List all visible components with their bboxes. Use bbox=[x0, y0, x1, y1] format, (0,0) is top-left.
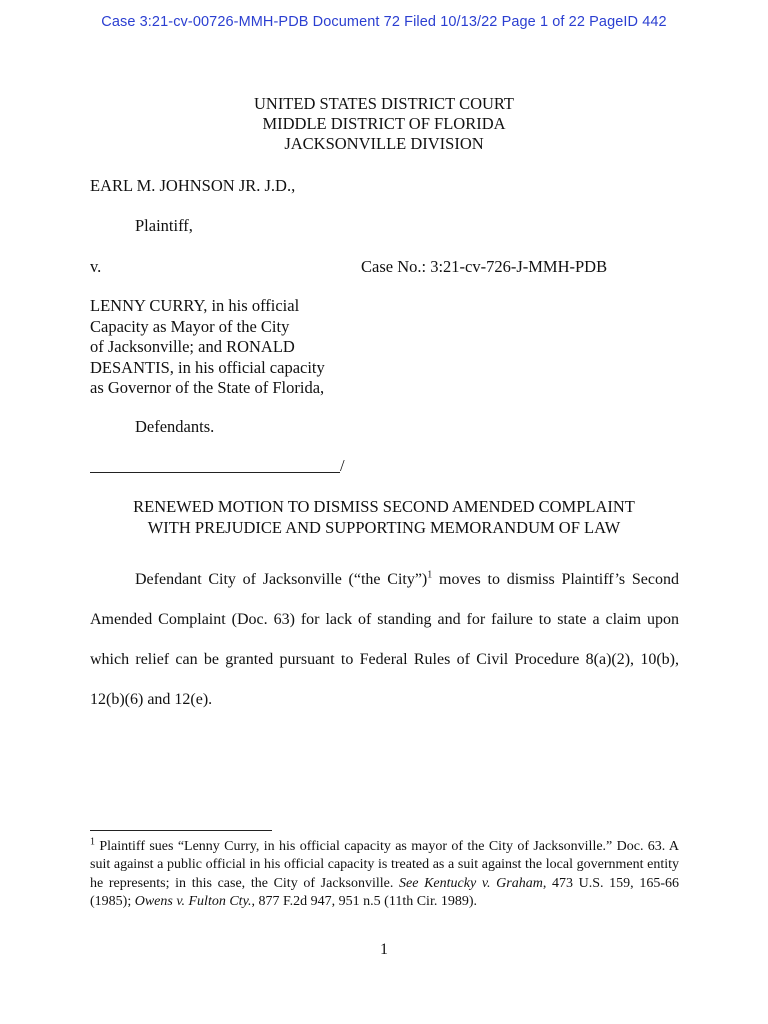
motion-title-line: RENEWED MOTION TO DISMISS SECOND AMENDED COMPLAINT bbox=[133, 497, 635, 516]
filing-header-stamp: Case 3:21-cv-00726-MMH-PDB Document 72 Filed 10/13/22 Page 1 of 22 PageID 442 bbox=[101, 14, 667, 30]
defendants-line: Capacity as Mayor of the City bbox=[90, 316, 290, 336]
court-name: UNITED STATES DISTRICT COURT bbox=[253, 94, 514, 113]
plaintiff-name: EARL M. JOHNSON JR. J.D., bbox=[90, 176, 296, 195]
versus-label: v. bbox=[90, 257, 102, 276]
footnote-text: Plaintiff sues “Lenny Curry, in his official capacity as mayor of the City of Jacksonville.” Doc. 63. A suit against a public official in his official capacity is treated as a suit against the local government entity he represents; in this case, the City of Jacksonville. bbox=[90, 839, 679, 891]
defendants-line: of Jacksonville; and RONALD bbox=[90, 337, 295, 356]
footnote-reference[interactable]: 1 bbox=[427, 569, 433, 581]
motion-title bbox=[0, 497, 768, 538]
footnote-citation: Owens v. Fulton Cty. bbox=[134, 893, 252, 909]
caption-rule bbox=[90, 472, 340, 473]
court-district: MIDDLE DISTRICT OF FLORIDA bbox=[262, 114, 506, 133]
body-text-part: moves to dismiss Plaintiff’s Second Amended Complaint (Doc. 63) for lack of standing and for failure to state a claim upon which relief can be granted pursuant to Federal Rules of Civil Procedure 8(a)(2), 10(b), 12(b)(6) and 12(e). bbox=[90, 571, 679, 708]
defendants-line: DESANTIS, in his official capacity bbox=[90, 357, 325, 377]
footnote-text: , 877 F.2d 947, 951 n.5 (11th Cir. 1989). bbox=[251, 893, 477, 909]
defendants-role: Defendants. bbox=[135, 417, 215, 436]
court-heading bbox=[0, 94, 768, 154]
defendants-caption bbox=[90, 296, 325, 399]
caption-slash: / bbox=[340, 456, 345, 475]
footnote-citation: See Kentucky v. Graham bbox=[399, 875, 543, 891]
defendants-line: LENNY CURRY, in his official bbox=[90, 296, 300, 315]
court-division: JACKSONVILLE DIVISION bbox=[284, 134, 484, 153]
body-text-part: Defendant City of Jacksonville (“the City”) bbox=[135, 571, 428, 588]
motion-body-paragraph bbox=[90, 560, 679, 720]
plaintiff-role: Plaintiff, bbox=[135, 216, 193, 235]
footnote-1 bbox=[90, 838, 679, 911]
footnote-marker: 1 bbox=[90, 836, 95, 848]
footnote-separator bbox=[90, 830, 272, 831]
case-number: Case No.: 3:21-cv-726-J-MMH-PDB bbox=[361, 257, 608, 276]
motion-title-line: WITH PREJUDICE AND SUPPORTING MEMORANDUM OF LAW bbox=[147, 517, 621, 537]
footnote-text: , 473 U.S. 159, 165-66 (1985); bbox=[90, 875, 679, 909]
page-number: 1 bbox=[380, 941, 388, 958]
defendants-line: as Governor of the State of Florida, bbox=[90, 378, 325, 397]
